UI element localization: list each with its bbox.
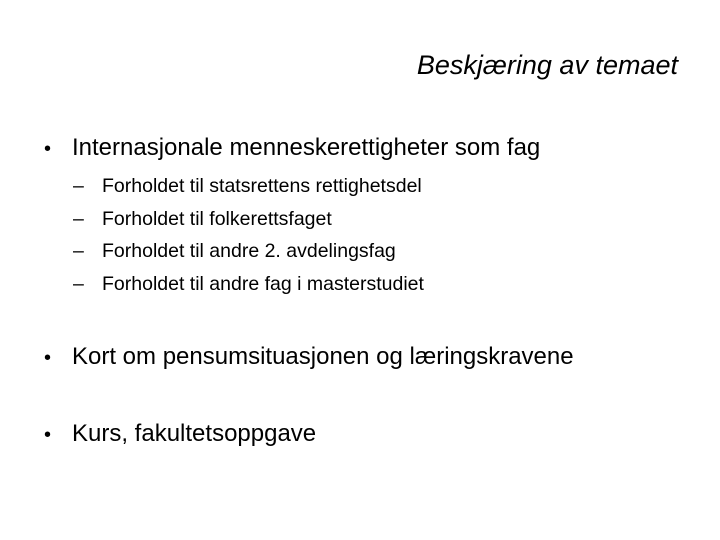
dash-glyph: – — [73, 240, 84, 262]
sub-bullet-item — [73, 174, 424, 207]
sub-bullet-item — [73, 207, 424, 240]
dash-glyph: – — [73, 175, 84, 197]
sub-bullet-text: Forholdet til andre 2. avdelingsfag — [102, 240, 396, 262]
sub-bullet-text: Forholdet til folkerettsfaget — [102, 207, 332, 230]
slide-title: Beskjæring av temaet — [416, 50, 678, 80]
bullet-glyph: • — [44, 138, 52, 160]
dash-glyph: – — [73, 272, 84, 295]
sub-bullet-item — [73, 272, 424, 305]
sub-bullet-text: Forholdet til statsrettens rettighetsdel — [102, 175, 422, 197]
sub-bullet-list — [73, 174, 424, 304]
bullet-text: Kort om pensumsituasjonen og læringskravene — [72, 343, 574, 370]
bullet-item — [44, 420, 316, 448]
sub-bullet-item — [73, 239, 424, 272]
bullet-text: Kurs, fakultetsoppgave — [72, 420, 317, 447]
bullet-item — [44, 343, 574, 371]
bullet-text: Internasjonale menneskerettigheter som fag — [72, 134, 541, 161]
bullet-glyph: • — [44, 347, 52, 369]
bullet-glyph: • — [44, 424, 52, 446]
dash-glyph: – — [73, 207, 84, 230]
sub-bullet-text: Forholdet til andre fag i masterstudiet — [102, 272, 424, 295]
bullet-item — [44, 134, 540, 162]
